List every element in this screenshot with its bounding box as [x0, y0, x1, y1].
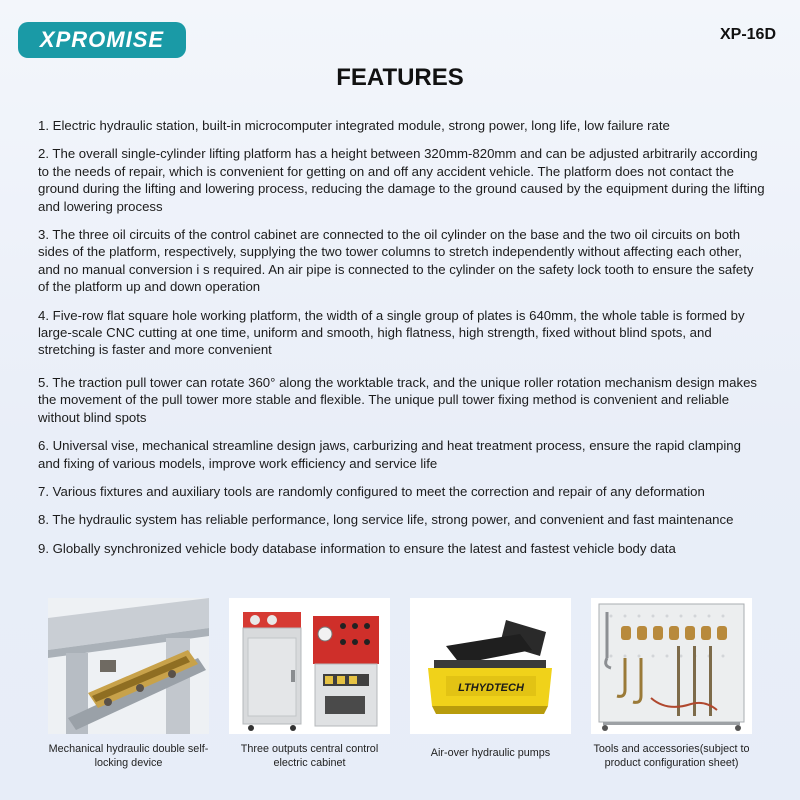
gallery-card-locking-device	[48, 598, 209, 770]
control-cabinet-photo	[229, 598, 390, 734]
feature-item: 4. Five-row flat square hole working platform, the width of a single group of plates is 640mm, the whole table is formed by large-scale CNC cutting at one time, uniform and smooth, high flatness, high strength, fixed without blind spots, and stretching is faster and more convenient	[38, 307, 745, 358]
gallery-card-tools	[591, 598, 752, 770]
feature-item: 6. Universal vise, mechanical streamline design jaws, carburizing and heat treatment process, ensure the rapid clamping and fixing of various models, improve work efficiency and service life	[38, 438, 741, 471]
product-gallery	[48, 598, 752, 788]
feature-item: 9. Globally synchronized vehicle body database information to ensure the latest and fastest vehicle body data	[38, 540, 676, 556]
page-title: FEATURES	[336, 64, 464, 91]
feature-list	[38, 117, 766, 568]
gallery-caption: Three outputs central control electric cabinet	[240, 743, 379, 769]
feature-item: 5. The traction pull tower can rotate 360° along the worktable track, and the unique roller rotation mechanism design makes the movement of the pull tower more stable and flexible. The unique pull tower fixing method is convenient and reliable without blind spots	[38, 374, 758, 425]
gallery-caption: Air-over hydraulic pumps	[430, 747, 551, 759]
hydraulic-pump-photo	[410, 598, 571, 734]
gallery-caption: Mechanical hydraulic double self-locking device	[48, 743, 209, 769]
feature-item: 3. The three oil circuits of the control cabinet are connected to the oil cylinder on the base and the two oil circuits on both sides of the platform, respectively, supplying the two tower columns to stretch independently without affecting each other, and no manual conversion i s required. An air pipe is connected to the cylinder on the safety lock tooth to ensure the safety of the platform up and down operation	[38, 227, 754, 295]
gallery-card-hydraulic-pump	[410, 598, 571, 760]
locking-device-photo	[48, 598, 209, 734]
brand-logo: XPROMISE	[18, 22, 186, 58]
feature-item: 7. Various fixtures and auxiliary tools are randomly configured to meet the correction and repair of any deformation	[38, 483, 705, 499]
feature-item: 2. The overall single-cylinder lifting platform has a height between 320mm-820mm and can be adjusted arbitrarily according to the needs of repair, which is convenient for getting on and off any accident vehicle. The platform does not contact the ground during the lifting and lowering process, reducing the damage to the ground caused by the equipment during the lifting and lowering process	[38, 146, 765, 214]
model-number: XP-16D	[719, 26, 776, 43]
gallery-card-control-cabinet	[229, 598, 390, 770]
tools-photo	[591, 598, 752, 734]
pump-brand-label: LTHYDTECH	[458, 682, 524, 694]
feature-item: 8. The hydraulic system has reliable performance, long service life, strong power, and convenient and fast maintenance	[38, 512, 734, 528]
gallery-caption: Tools and accessories(subject to product configuration sheet)	[593, 743, 750, 769]
feature-item: 1. Electric hydraulic station, built-in microcomputer integrated module, strong power, long life, low failure rate	[38, 118, 670, 133]
